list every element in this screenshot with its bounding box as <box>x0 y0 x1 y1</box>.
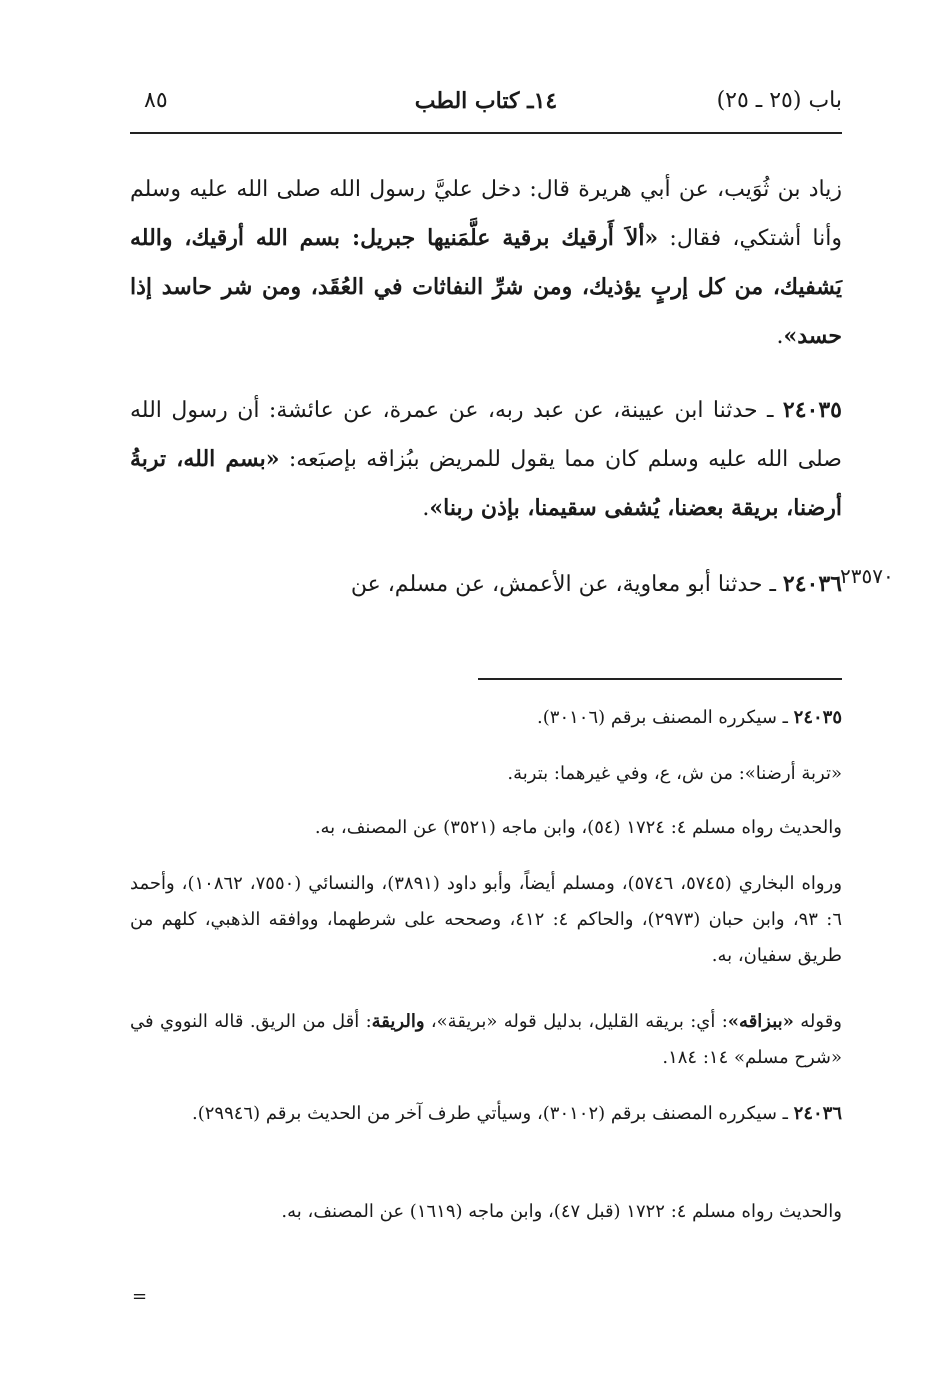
hadith-24036 <box>130 560 842 609</box>
explanation-text: : أي: بريقه القليل، بدليل قوله «بريقة»، <box>424 1011 728 1032</box>
header-divider <box>130 132 842 134</box>
chapter-range: باب (٢٥ ـ ٢٥) <box>716 88 842 113</box>
explained-word: «ببزاقه» <box>727 1011 794 1032</box>
hadith-matn: «بسم الله، تربةُ أرضنا، بريقة بعضنا، يُشفى سقيمنا، بإذن ربنا» <box>130 446 842 521</box>
footnote-number: ٢٤٠٣٥ <box>793 707 842 728</box>
explanation-text: : أقل من الريق. قاله النووي في «شرح مسلم» ١٤: ١٨٤. <box>130 1011 842 1068</box>
page-number: ٨٥ <box>144 88 168 113</box>
hadith-continuation <box>130 166 842 361</box>
continuation-mark: = <box>132 1286 148 1307</box>
book-title: ١٤ـ كتاب الطب <box>414 88 558 114</box>
footnote-text: ـ سيكرره المصنف برقم (٣٠١٠٦). <box>537 707 794 728</box>
hadith-number: ٢٤٠٣٦ <box>782 571 842 597</box>
footnote-divider <box>478 678 842 680</box>
footnote-explanation <box>130 1004 842 1076</box>
period: . <box>422 496 430 521</box>
footnote-muslim-ref-2: والحديث رواه مسلم ٤: ١٧٢٢ (قبل ٤٧)، وابن ماجه (١٦١٩) عن المصنف، به. <box>281 1201 842 1222</box>
page-header <box>130 88 842 128</box>
period: . <box>776 324 784 349</box>
footnote-number: ٢٤٠٣٦ <box>793 1103 842 1124</box>
hadith-24035 <box>130 386 842 533</box>
hadith-matn: «ألاَ أَرقيك برقية علَّمَنيها جبريل: بسم الله أرقيك، والله يَشفيك، من كل إربٍ يؤذيك، ومن شرِّ النفاثات في العُقَد، ومن شر حاسد إذا حسد» <box>130 225 842 349</box>
footnote-muslim-ref: والحديث رواه مسلم ٤: ١٧٢٤ (٥٤)، وابن ماجه (٣٥٢١) عن المصنف، به. <box>314 817 842 838</box>
footnote-text: ـ سيكرره المصنف برقم (٣٠١٠٢)، وسيأتي طرف آخر من الحديث برقم (٢٩٩٤٦). <box>192 1103 794 1124</box>
narration-text: زياد بن ثُوَيب، عن أبي هريرة قال: دخل عليَّ رسول الله صلى الله عليه وسلم وأنا أشتكي، فقال: <box>130 177 842 251</box>
footnote-variant-note: «تربة أرضنا»: من ش، ع، وفي غيرهما: بتربة. <box>507 763 842 784</box>
footnote-other-refs: ورواه البخاري (٥٧٤٥، ٥٧٤٦)، ومسلم أيضاً، وأبو داود (٣٨٩١)، والنسائي (٧٥٥٠، ١٠٨٦٢)، وأحمد ٦: ٩٣، وابن حبان (٢٩٧٣)، والحاكم ٤: ٤١٢، وصححه على شرطهما، ووافقه الذهبي، كلهم من طريق سفيان، به. <box>130 873 843 966</box>
hadith-number: ٢٤٠٣٥ <box>782 397 842 423</box>
explanation-text: وقوله <box>793 1011 843 1032</box>
margin-reference-number: ٢٣٥٧٠ <box>840 564 894 588</box>
footnote-24036 <box>130 1096 842 1132</box>
narration-text: ـ حدثنا ابن عيينة، عن عبد ربه، عن عمرة، عن عائشة: أن رسول الله صلى الله عليه وسلم كان مما يقول للمريض ببُزاقه بإصبَعه: <box>130 398 842 472</box>
explained-word: والريقة <box>371 1011 425 1032</box>
footnote-24035 <box>130 700 842 736</box>
narration-text: ـ حدثنا أبو معاوية، عن الأعمش، عن مسلم، عن <box>350 572 783 597</box>
